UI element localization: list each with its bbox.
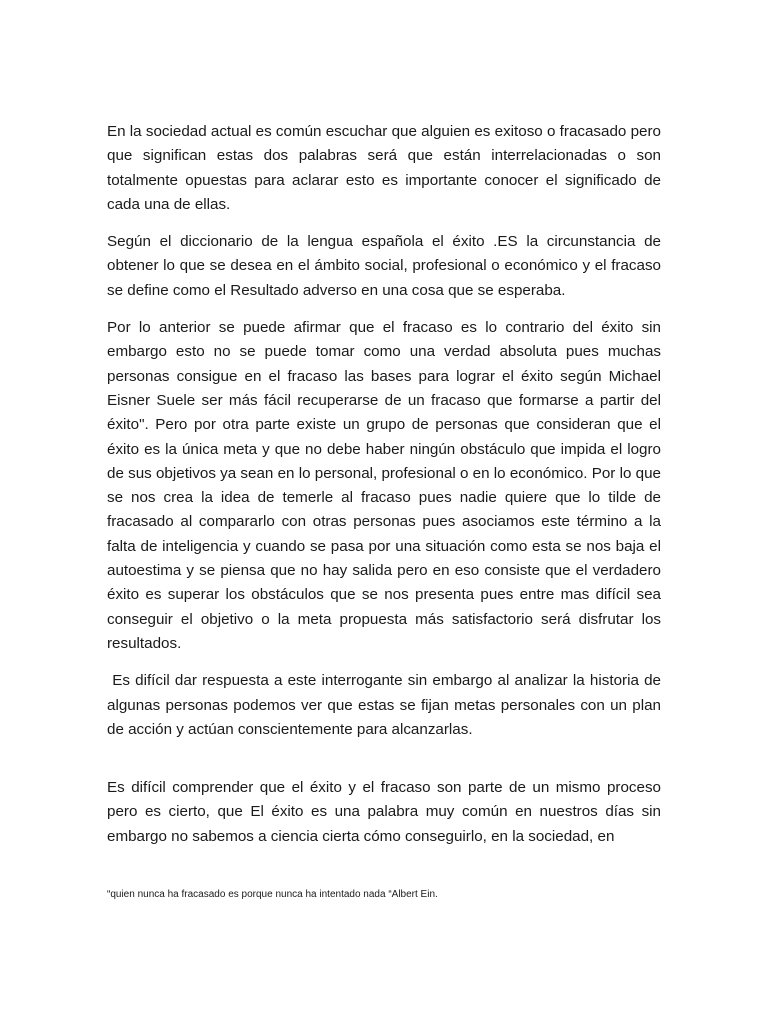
document-body bbox=[107, 120, 666, 862]
paragraph-1: En la sociedad actual es común escuchar que alguien es exitoso o fracasado pero que significan estas dos palabras será que están interrelacionadas o son totalmente opuestas para aclarar esto es importante conocer el significado de cada una de ellas. bbox=[107, 123, 661, 213]
paragraph-4: Es difícil dar respuesta a este interrogante sin embargo al analizar la historia de algunas personas podemos ver que estas se fijan metas personales con un plan de acción y actúan conscientemente para alcanzarlas. bbox=[107, 672, 666, 738]
paragraph-3: Por lo anterior se puede afirmar que el fracaso es lo contrario del éxito sin embargo esto no se puede tomar como una verdad absoluta pues muchas personas consigue en el fracaso las bases para lograr el éxito según Michael Eisner Suele ser más fácil recuperarse de un fracaso que formarse a partir del éxito". Pero por otra parte existe un grupo de personas que consideran que el éxito es la única meta y que no debe haber ningún obstáculo que impida el logro de sus objetivos ya sean en lo personal, profesional o en lo económico. Por lo que se nos crea la idea de temerle al fracaso pues nadie quiere que lo tilde de fracasado al compararlo con otras personas pues asociamos este término a la falta de inteligencia y cuando se pasa por una situación como esta se nos baja el autoestima y se piensa que no hay salida pero en eso consiste que el verdadero éxito es superar los obstáculos que se nos presenta pues entre mas difícil sea conseguir el objetivo o la meta propuesta más satisfactorio será disfrutar los resultados. bbox=[107, 319, 661, 652]
footnote: “quien nunca ha fracasado es porque nunca ha intentado nada “Albert Ein. bbox=[107, 889, 438, 900]
paragraph-2: Según el diccionario de la lengua española el éxito .ES la circunstancia de obtener lo que se desea en el ámbito social, profesional o económico y el fracaso se define como el Resultado adverso en una cosa que se esperaba. bbox=[107, 233, 661, 299]
paragraph-5: Es difícil comprender que el éxito y el fracaso son parte de un mismo proceso pero es cierto, que El éxito es una palabra muy común en nuestros días sin embargo no sabemos a ciencia cierta cómo conseguirlo, en la sociedad, en bbox=[107, 779, 661, 845]
